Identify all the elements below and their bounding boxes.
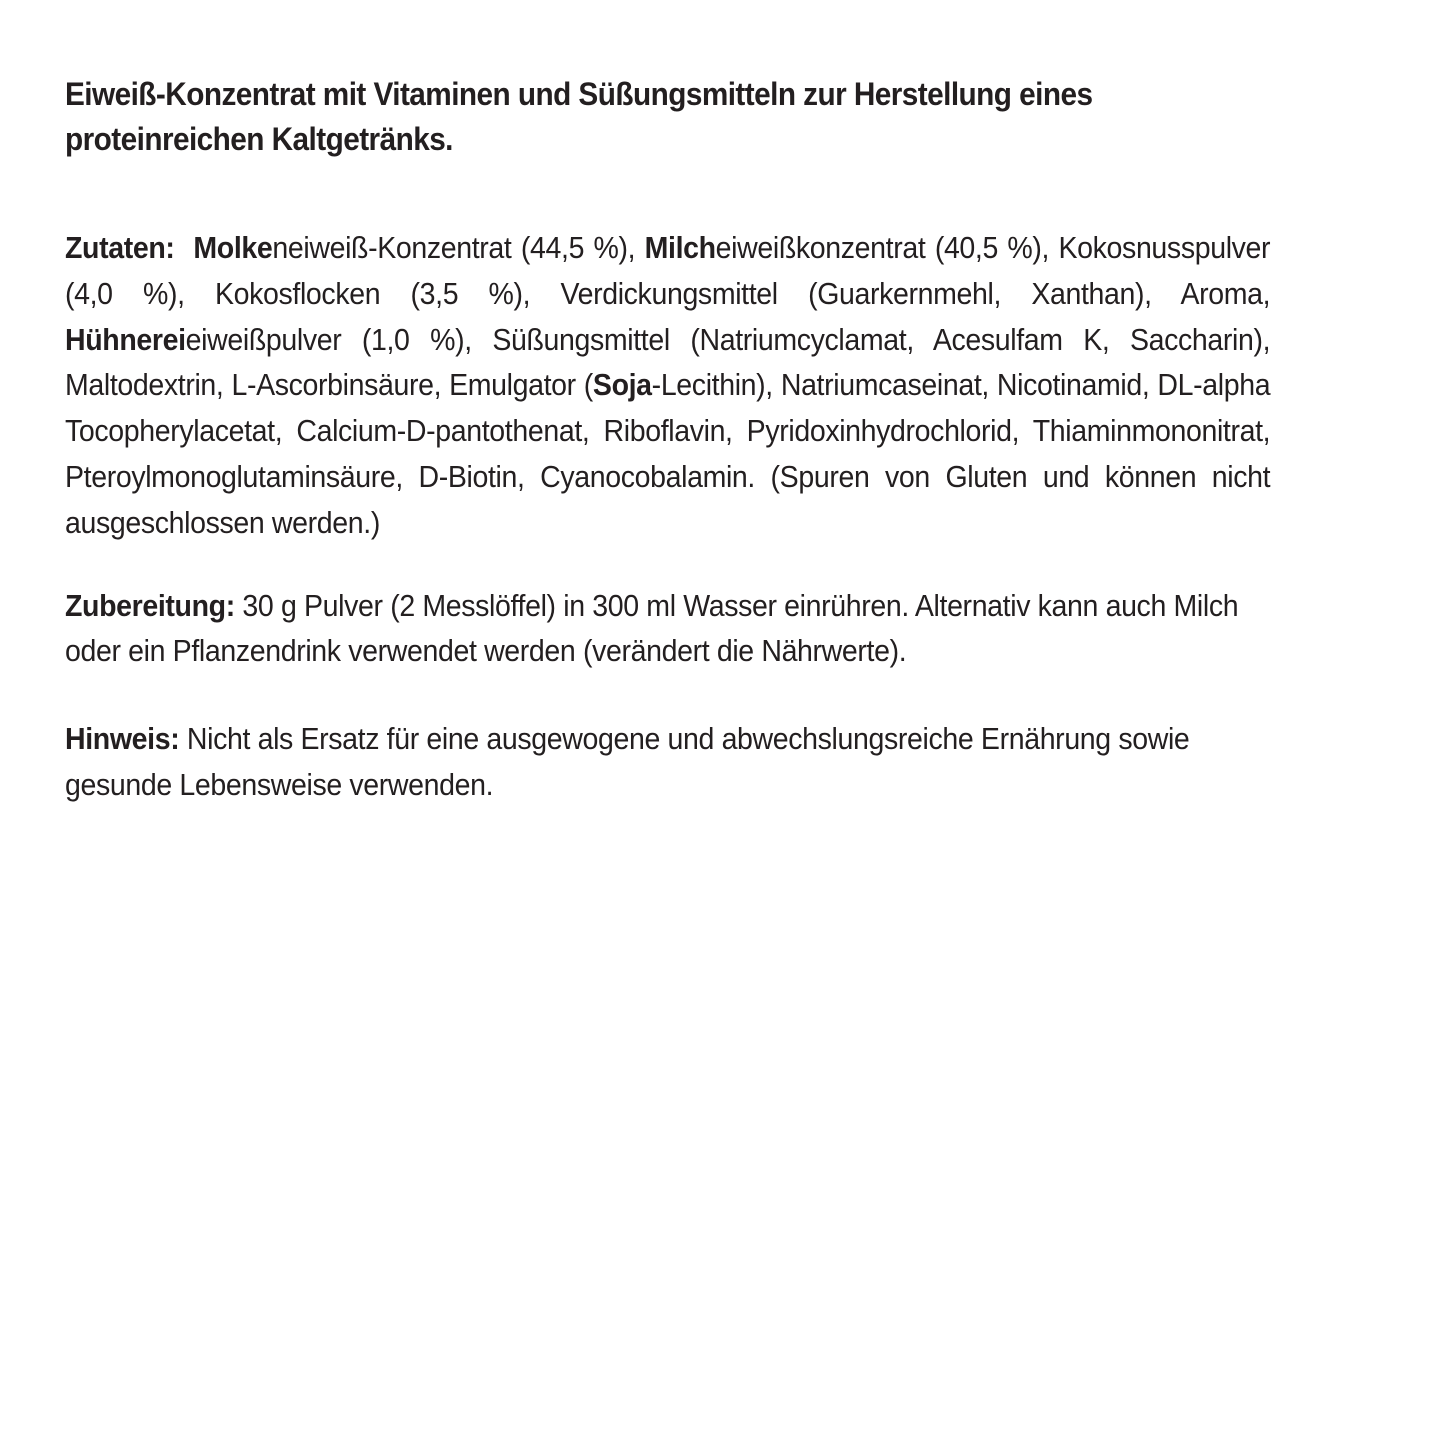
- note-label: Hinweis:: [65, 721, 180, 757]
- allergen-egg: Hühnerei: [65, 321, 186, 357]
- ingredients-text-3: eiweißpulver (1,0 %), Süßungsmittel (Natriumcyclamat, Acesulfam K, Saccharin), Maltodextrin, L-Ascorbinsäure, Emulgator (: [65, 321, 1271, 403]
- note-text: Nicht als Ersatz für eine ausgewogene und abwechslungsreiche Ernährung sowie gesunde Lebensweise verwenden.: [65, 721, 1190, 802]
- ingredients-paragraph: [65, 225, 1270, 546]
- ingredients-label: Zutaten:: [65, 230, 175, 265]
- ingredients-text-1: neiweiß-Konzentrat (44,5 %),: [272, 230, 645, 265]
- note-paragraph: [65, 716, 1270, 808]
- ingredients-text-2: eiweißkonzentrat (40,5 %), Kokosnusspulver (4,0 %), Kokosflocken (3,5 %), Verdickungsmittel (Guarkernmehl, Xanthan), Aroma,: [65, 230, 1271, 311]
- allergen-milk-whey: Molke: [193, 230, 273, 265]
- preparation-text: 30 g Pulver (2 Messlöffel) in 300 ml Wasser einrühren. Alternativ kann auch Milch oder ein Pflanzendrink verwendet werden (verändert die Nährwerte).: [65, 587, 1239, 669]
- allergen-milk: Milch: [644, 230, 716, 265]
- preparation-paragraph: [65, 583, 1270, 675]
- product-label-text: [65, 72, 1270, 808]
- product-description-heading: Eiweiß-Konzentrat mit Vitaminen und Süßungsmitteln zur Herstellung eines proteinreichen Kaltgetränks.: [65, 76, 1093, 157]
- allergen-soy: Soja: [592, 367, 652, 403]
- preparation-label: Zubereitung:: [65, 587, 235, 623]
- ingredients-text-4: -Lecithin), Natriumcaseinat, Nicotinamid, DL-alpha Tocopherylacetat, Calcium-D-pantothenat, Riboflavin, Pyridoxinhydrochlorid, Thiaminmononitrat, Pteroylmonoglutaminsäure, D-Biotin, Cyanocobalamin. (Spuren von Gluten und können nicht ausgeschlossen werden.): [65, 367, 1271, 540]
